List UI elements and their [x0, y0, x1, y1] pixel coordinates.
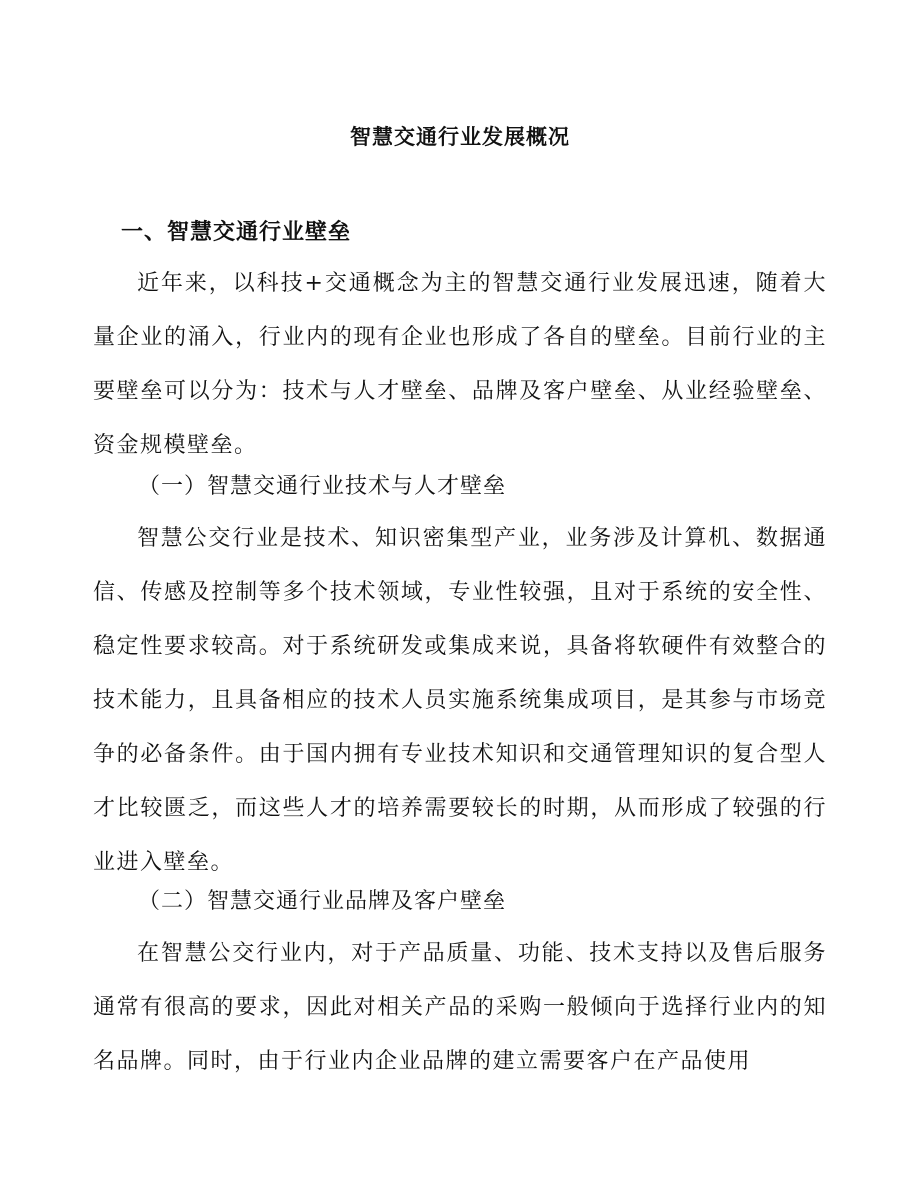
subsection-heading-tech-talent: （一）智慧交通行业技术与人才壁垒	[138, 474, 507, 499]
tech-talent-paragraph: 智慧公交行业是技术、知识密集型产业，业务涉及计算机、数据通信、传感及控制等多个技术领域，专业性较强，且对于系统的安全性、稳定性要求较高。对于系统研发或集成来说，具备将软硬件有效整合的技术能力，且具备相应的技术人员实施系统集成项目，是其参与市场竞争的必备条件。由于国内拥有专业技术知识和交通管理知识的复合型人才比较匮乏，而这些人才的培养需要较长的时期，从而形成了较强的行业进入壁垒。	[93, 526, 827, 875]
intro-paragraph: 近年来，以科技+交通概念为主的智慧交通行业发展迅速，随着大量企业的涌入，行业内的现有企业也形成了各自的壁垒。目前行业的主要壁垒可以分为：技术与人才壁垒、品牌及客户壁垒、从业经验壁垒、资金规模壁垒。	[93, 271, 827, 458]
section-heading: 一、智慧交通行业壁垒	[121, 219, 352, 245]
subsection-heading-brand-customer: （二）智慧交通行业品牌及客户壁垒	[138, 889, 507, 914]
document-title: 智慧交通行业发展概况	[350, 124, 570, 149]
brand-customer-paragraph: 在智慧公交行业内，对于产品质量、功能、技术支持以及售后服务通常有很高的要求，因此对相关产品的采购一般倾向于选择行业内的知名品牌。同时，由于行业内企业品牌的建立需要客户在产品使用	[93, 941, 827, 1074]
